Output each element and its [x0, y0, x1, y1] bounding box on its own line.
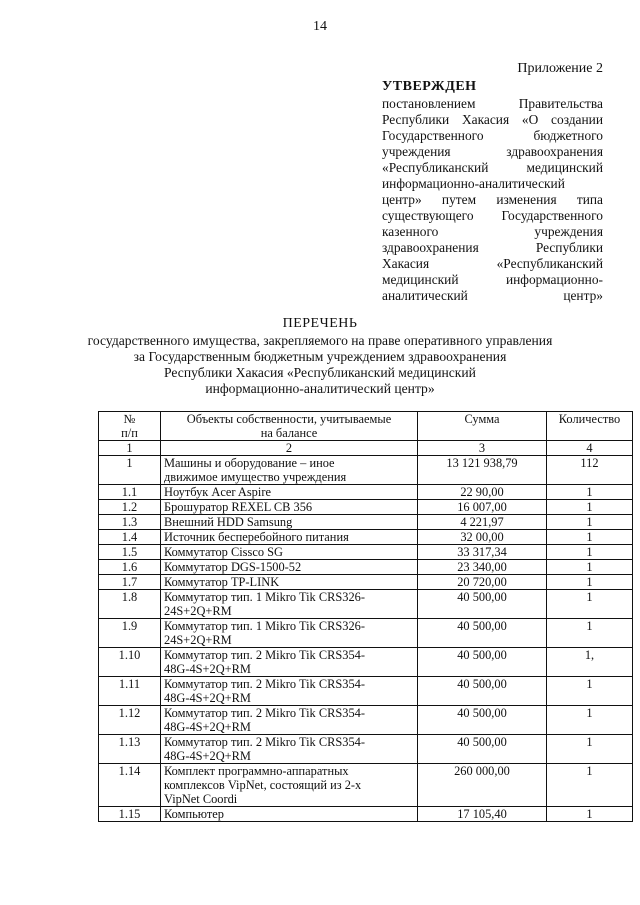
row-object-name — [161, 500, 418, 515]
row-number: 1.12 — [99, 706, 161, 735]
row-object-name-line: VipNet Coordi — [164, 792, 238, 806]
header-num — [99, 412, 161, 441]
row-object-name-line: Ноутбук Acer Aspire — [164, 485, 271, 499]
table-row — [99, 706, 633, 735]
approval-line: Хакасия «Республиканский — [382, 256, 603, 271]
row-quantity: 1, — [547, 648, 633, 677]
row-object-name-line: Комплект программно-аппаратных — [164, 764, 349, 778]
approval-heading: УТВЕРЖДЕН — [382, 79, 477, 94]
header-num-line1: № — [123, 412, 136, 426]
row-sum: 16 007,00 — [418, 500, 547, 515]
row-object-name-line: Брошуратор REXEL CB 356 — [164, 500, 313, 514]
row-object-name-line: 48G-4S+2Q+RM — [164, 691, 251, 705]
row-sum: 33 317,34 — [418, 545, 547, 560]
row-object-name — [161, 706, 418, 735]
row-object-name-line: Компьютер — [164, 807, 224, 821]
row-object-name-line: 48G-4S+2Q+RM — [164, 749, 251, 763]
approval-line: аналитический центр» — [382, 288, 603, 303]
approval-line: центр» путем изменения типа — [382, 192, 603, 207]
row-quantity: 1 — [547, 590, 633, 619]
row-object-name — [161, 515, 418, 530]
row-number: 1.15 — [99, 807, 161, 822]
header-sum: Сумма — [418, 412, 547, 441]
row-object-name — [161, 807, 418, 822]
row-object-name-line: Коммутатор тип. 2 Mikro Tik CRS354- — [164, 706, 365, 720]
table-row — [99, 807, 633, 822]
row-number: 1.9 — [99, 619, 161, 648]
row-object-name — [161, 619, 418, 648]
row-object-name — [161, 485, 418, 500]
row-object-name — [161, 575, 418, 590]
assets-table — [98, 411, 633, 822]
approval-block — [382, 79, 603, 304]
table-row — [99, 515, 633, 530]
row-sum: 23 340,00 — [418, 560, 547, 575]
approval-line: Государственного бюджетного — [382, 128, 603, 143]
table-row — [99, 575, 633, 590]
row-object-name-line: комплексов VipNet, состоящий из 2-х — [164, 778, 362, 792]
row-object-name-line: Коммутатор TP-LINK — [164, 575, 280, 589]
row-sum: 22 90,00 — [418, 485, 547, 500]
approval-line: постановлением Правительства — [382, 96, 603, 111]
header-objects — [161, 412, 418, 441]
table-row — [99, 545, 633, 560]
table-row — [99, 560, 633, 575]
approval-line: здравоохранения Республики — [382, 240, 603, 255]
row-object-name-line: 24S+2Q+RM — [164, 633, 232, 647]
table-body — [99, 456, 633, 822]
row-number: 1.4 — [99, 530, 161, 545]
table-row — [99, 735, 633, 764]
column-number-row — [99, 441, 633, 456]
row-quantity: 1 — [547, 485, 633, 500]
row-quantity: 1 — [547, 545, 633, 560]
approval-text — [382, 96, 603, 304]
column-number: 4 — [547, 441, 633, 456]
row-object-name — [161, 545, 418, 560]
row-sum: 40 500,00 — [418, 619, 547, 648]
row-object-name — [161, 590, 418, 619]
title-line-3: Республики Хакасия «Республиканский медицинский — [164, 365, 476, 380]
row-quantity: 1 — [547, 706, 633, 735]
approval-line: казенного учреждения — [382, 224, 603, 239]
row-number: 1.7 — [99, 575, 161, 590]
row-sum: 40 500,00 — [418, 706, 547, 735]
table-row — [99, 764, 633, 807]
approval-line: Республики Хакасия «О создании — [382, 112, 603, 127]
row-object-name-line: Коммутатор тип. 1 Mikro Tik CRS326- — [164, 590, 365, 604]
row-object-name-line: движимое имущество учреждения — [164, 470, 347, 484]
header-objects-line1: Объекты собственности, учитываемые — [186, 412, 392, 426]
table-row — [99, 485, 633, 500]
row-sum: 13 121 938,79 — [418, 456, 547, 485]
row-object-name-line: Источник бесперебойного питания — [164, 530, 349, 544]
header-objects-line2: на балансе — [260, 426, 318, 440]
row-object-name-line: Коммутатор DGS-1500-52 — [164, 560, 302, 574]
row-number: 1.13 — [99, 735, 161, 764]
approval-line: существующего Государственного — [382, 208, 603, 223]
column-number: 1 — [99, 441, 161, 456]
row-quantity: 112 — [547, 456, 633, 485]
row-quantity: 1 — [547, 677, 633, 706]
row-object-name-line: Коммутатор тип. 2 Mikro Tik CRS354- — [164, 677, 365, 691]
row-object-name-line: 48G-4S+2Q+RM — [164, 720, 251, 734]
row-number: 1.1 — [99, 485, 161, 500]
row-object-name — [161, 677, 418, 706]
row-number: 1.11 — [99, 677, 161, 706]
row-object-name-line: Внешний HDD Samsung — [164, 515, 293, 529]
row-sum: 40 500,00 — [418, 648, 547, 677]
row-object-name — [161, 560, 418, 575]
title-line-2: за Государственным бюджетным учреждением здравоохранения — [133, 349, 507, 364]
row-object-name-line: Коммутатор тип. 2 Mikro Tik CRS354- — [164, 648, 365, 662]
page-number: 14 — [313, 19, 327, 34]
row-number: 1.3 — [99, 515, 161, 530]
row-object-name — [161, 648, 418, 677]
row-quantity: 1 — [547, 560, 633, 575]
row-quantity: 1 — [547, 619, 633, 648]
row-number: 1.8 — [99, 590, 161, 619]
row-sum: 40 500,00 — [418, 677, 547, 706]
row-object-name — [161, 530, 418, 545]
table-row — [99, 590, 633, 619]
header-qty: Количество — [547, 412, 633, 441]
row-object-name-line: Коммутатор Cissco SG — [164, 545, 283, 559]
row-number: 1.6 — [99, 560, 161, 575]
approval-line: медицинский информационно- — [382, 272, 603, 287]
row-sum: 40 500,00 — [418, 590, 547, 619]
table-row — [99, 648, 633, 677]
row-object-name — [161, 456, 418, 485]
table-row — [99, 677, 633, 706]
row-number: 1.2 — [99, 500, 161, 515]
row-sum: 20 720,00 — [418, 575, 547, 590]
row-sum: 32 00,00 — [418, 530, 547, 545]
title-line-4: информационно-аналитический центр» — [205, 381, 435, 396]
table-row — [99, 530, 633, 545]
row-quantity: 1 — [547, 515, 633, 530]
row-quantity: 1 — [547, 764, 633, 807]
row-object-name-line: Коммутатор тип. 2 Mikro Tik CRS354- — [164, 735, 365, 749]
table-row — [99, 619, 633, 648]
row-number: 1.14 — [99, 764, 161, 807]
column-number: 2 — [161, 441, 418, 456]
row-sum: 40 500,00 — [418, 735, 547, 764]
row-sum: 4 221,97 — [418, 515, 547, 530]
table-row — [99, 456, 633, 485]
row-sum: 260 000,00 — [418, 764, 547, 807]
row-quantity: 1 — [547, 575, 633, 590]
row-quantity: 1 — [547, 735, 633, 764]
row-object-name-line: Машины и оборудование – иное — [164, 456, 335, 470]
title-line-0: ПЕРЕЧЕНЬ — [282, 316, 358, 331]
appendix-label: Приложение 2 — [517, 61, 603, 76]
approval-line: «Республиканский медицинский — [382, 160, 603, 175]
row-number: 1 — [99, 456, 161, 485]
title-line-1: государственного имущества, закрепляемого на праве оперативного управления — [87, 333, 553, 348]
row-quantity: 1 — [547, 500, 633, 515]
row-quantity: 1 — [547, 530, 633, 545]
approval-line: информационно-аналитический — [382, 176, 565, 191]
header-num-line2: п/п — [121, 426, 138, 440]
column-number: 3 — [418, 441, 547, 456]
row-sum: 17 105,40 — [418, 807, 547, 822]
row-object-name-line: Коммутатор тип. 1 Mikro Tik CRS326- — [164, 619, 365, 633]
approval-line: учреждения здравоохранения — [382, 144, 603, 159]
row-number: 1.10 — [99, 648, 161, 677]
row-object-name-line: 48G-4S+2Q+RM — [164, 662, 251, 676]
document-title — [0, 316, 640, 397]
row-quantity: 1 — [547, 807, 633, 822]
row-object-name — [161, 764, 418, 807]
table-row — [99, 500, 633, 515]
row-object-name — [161, 735, 418, 764]
table-header-row — [99, 412, 633, 441]
row-number: 1.5 — [99, 545, 161, 560]
row-object-name-line: 24S+2Q+RM — [164, 604, 232, 618]
